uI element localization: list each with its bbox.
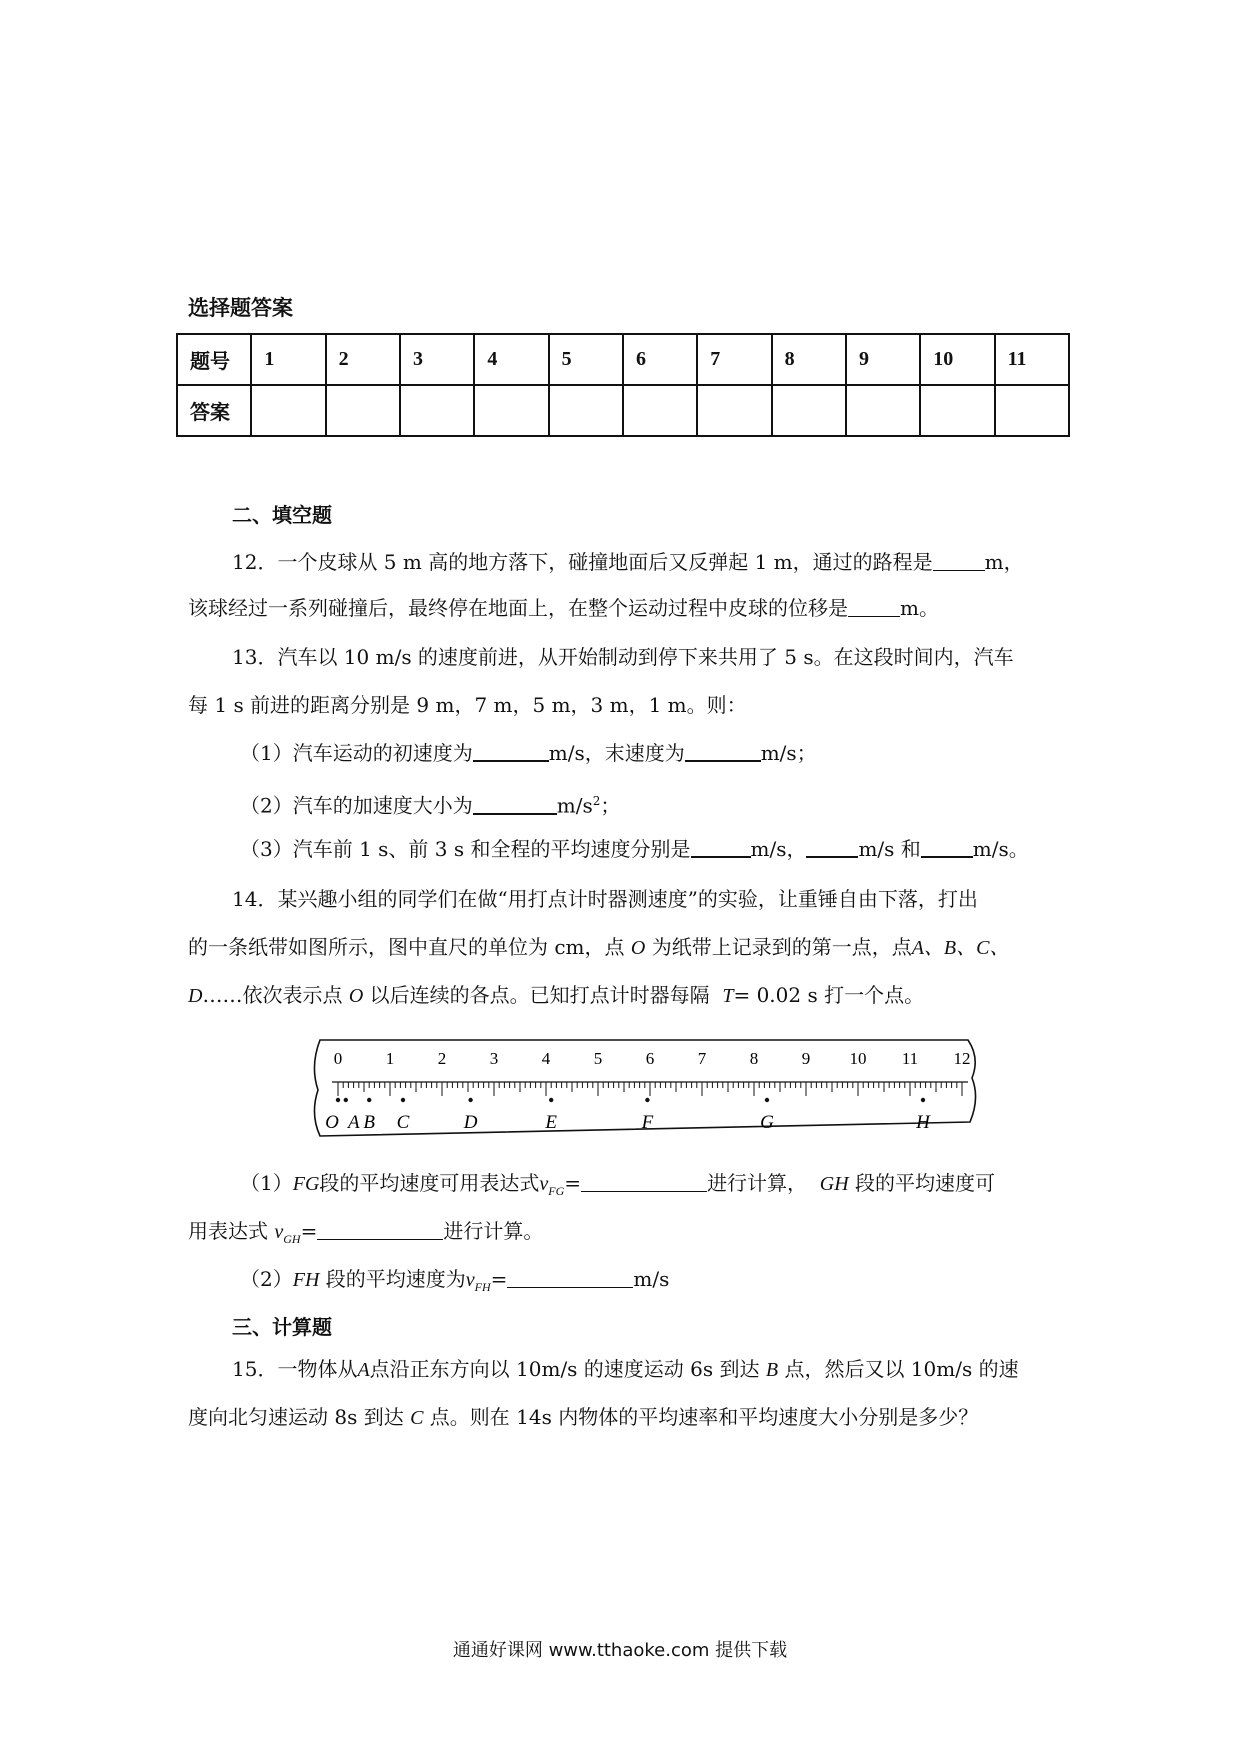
tape-points — [325, 1098, 931, 1133]
answer-cell — [846, 385, 920, 436]
q14-text: 为纸带上记录到的第一点，点 — [651, 935, 912, 959]
q13-text: m/s — [556, 793, 593, 818]
q14-text: 以后连续的各点。已知打点计时器每隔 — [369, 983, 710, 1007]
table-row-numbers — [177, 334, 1069, 385]
tape-dot — [367, 1098, 371, 1102]
answer-blank — [317, 1217, 443, 1240]
table-row-answers — [177, 385, 1069, 436]
q14-text: m/s — [633, 1267, 670, 1291]
answer-blank — [685, 738, 761, 762]
answer-blank — [473, 791, 557, 815]
q12-line2 — [188, 593, 1066, 623]
answer-blank — [507, 1265, 633, 1288]
unit-text: m。 — [900, 596, 939, 620]
answer-table-title: 选择题答案 — [188, 296, 293, 320]
answer-cell — [995, 385, 1069, 436]
point-label: E — [545, 1112, 558, 1133]
question-number-cell: 8 — [772, 334, 846, 385]
answer-cell — [772, 385, 846, 436]
q14-sub1-line2 — [188, 1216, 1066, 1254]
q13-text: m/s， — [750, 837, 807, 861]
tape-dot — [765, 1098, 769, 1102]
q14-text: 段的平均速度可 — [855, 1171, 996, 1195]
answer-table — [176, 333, 1070, 437]
q15-text: 点，然后又以 10m/s 的速 — [784, 1357, 1019, 1381]
q13-line2: 每 1 s 前进的距离分别是 9 m，7 m，5 m，3 m，1 m。则： — [188, 693, 747, 717]
question-number-cell: 10 — [920, 334, 994, 385]
q15-text: 度向北匀速运动 8s 到达 — [188, 1405, 404, 1429]
answer-cell — [697, 385, 771, 436]
q13-text: （2）汽车的加速度大小为 — [240, 793, 473, 818]
velocity-symbol: v — [539, 1173, 549, 1195]
q14-text: = — [490, 1267, 508, 1291]
q14-line2 — [188, 932, 1066, 963]
ruler-numbers — [334, 1049, 971, 1068]
unit-text: m， — [984, 550, 1024, 574]
q12-text: 该球经过一系列碰撞后，最终停在地面上，在整个运动过程中皮球的位移是 — [188, 596, 848, 620]
q14-text: ……依次表示点 — [202, 983, 343, 1007]
question-number-cell: 6 — [623, 334, 697, 385]
period-symbol: T — [722, 985, 734, 1007]
q14-text: （1） — [240, 1171, 293, 1195]
tape-dot — [401, 1098, 405, 1102]
point-label: B — [363, 1112, 376, 1133]
point-O-label: O — [348, 985, 364, 1007]
point-label: F — [641, 1112, 654, 1133]
q13-text: （1）汽车运动的初速度为 — [240, 741, 473, 765]
q14-text: 段的平均速度为 — [325, 1267, 466, 1291]
q15-text: 15．一物体从 — [232, 1357, 358, 1381]
answer-blank — [848, 594, 900, 617]
section-heading-calculation: 三、计算题 — [232, 1315, 332, 1339]
answer-cell — [326, 385, 400, 436]
question-number-cell: 7 — [697, 334, 771, 385]
ruler-number: 0 — [333, 1049, 343, 1068]
question-number-cell: 5 — [549, 334, 623, 385]
row-header-number: 题号 — [177, 334, 251, 385]
tape-dot — [336, 1098, 340, 1102]
row-header-answer: 答案 — [177, 385, 251, 436]
q13-part1 — [240, 738, 1074, 768]
q14-text: 进行计算， — [707, 1171, 808, 1195]
ruler-number: 5 — [593, 1049, 603, 1068]
answer-cell — [920, 385, 994, 436]
q14-sub1-line1 — [240, 1168, 1074, 1206]
question-number-cell: 9 — [846, 334, 920, 385]
q15-line1 — [232, 1354, 1066, 1385]
answer-cell — [400, 385, 474, 436]
point-B-label: B — [765, 1359, 779, 1381]
segment-FH-label: FH — [292, 1269, 320, 1291]
question-number-cell: 2 — [326, 334, 400, 385]
ruler-number: 2 — [437, 1049, 447, 1068]
tape-dot — [921, 1098, 925, 1102]
q15-text: 点沿正东方向以 10m/s 的速度运动 6s 到达 — [369, 1357, 760, 1381]
q13-part2 — [240, 786, 1074, 821]
q13-text: m/s，末速度为 — [548, 741, 685, 765]
point-C-label: C — [410, 1407, 424, 1429]
point-label: C — [396, 1112, 410, 1133]
page-footer: 通通好课网 www.tthaoke.com 提供下载 — [452, 1640, 788, 1661]
q14-line3 — [188, 980, 1066, 1011]
q14-text: = — [300, 1219, 318, 1243]
point-label: O — [325, 1112, 339, 1133]
velocity-subscript: GH — [283, 1232, 301, 1246]
ruler-number: 7 — [697, 1049, 707, 1068]
q13-line1: 13．汽车以 10 m/s 的速度前进，从开始制动到停下来共用了 5 s。在这段时间内，汽车 — [232, 645, 1014, 669]
ruler-number: 1 — [385, 1049, 395, 1068]
answer-cell — [623, 385, 697, 436]
question-number-cell: 4 — [474, 334, 548, 385]
q13-text: m/s。 — [972, 837, 1029, 861]
answer-cell — [474, 385, 548, 436]
segment-FG-label: FG — [292, 1173, 320, 1195]
question-number-cell: 1 — [251, 334, 325, 385]
tape-dot — [344, 1098, 348, 1102]
answer-blank — [921, 834, 973, 858]
points-list: A、B、C、 — [911, 937, 1010, 959]
ruler-tape-figure — [308, 1034, 984, 1142]
point-A-label: A — [357, 1359, 370, 1381]
question-number-cell: 3 — [400, 334, 474, 385]
ruler-number: 6 — [645, 1049, 655, 1068]
q14-text: （2） — [240, 1267, 293, 1291]
point-O-label: O — [630, 937, 646, 959]
ruler-number: 9 — [801, 1049, 811, 1068]
answer-cell — [549, 385, 623, 436]
q13-text: m/s 和 — [858, 837, 921, 861]
q13-text: ； — [600, 793, 621, 818]
q13-text: （3）汽车前 1 s、前 3 s 和全程的平均速度分别是 — [240, 837, 691, 861]
section-heading-fill-blank: 二、填空题 — [232, 503, 332, 527]
q15-text: 点。则在 14s 内物体的平均速率和平均速度大小分别是多少？ — [429, 1405, 979, 1429]
answer-blank — [691, 834, 751, 858]
answer-blank — [473, 738, 549, 762]
q12-text: 12．一个皮球从 5 m 高的地方落下，碰撞地面后又反弹起 1 m，通过的路程是 — [232, 550, 933, 574]
ruler-ticks — [338, 1082, 962, 1096]
ruler-number: 11 — [901, 1049, 919, 1068]
answer-blank — [933, 548, 985, 571]
q14-text: = — [564, 1171, 582, 1195]
superscript: 2 — [592, 794, 601, 808]
point-label: G — [760, 1112, 774, 1133]
answer-blank — [581, 1169, 707, 1192]
q13-part3 — [240, 834, 1074, 864]
tape-dot — [468, 1098, 472, 1102]
q14-text: 进行计算。 — [443, 1219, 544, 1243]
velocity-symbol: v — [274, 1221, 284, 1243]
tape-dot — [645, 1098, 649, 1102]
velocity-subscript: FG — [548, 1184, 565, 1198]
q13-text: m/s； — [760, 741, 817, 765]
ruler-number: 8 — [749, 1049, 759, 1068]
answer-blank — [806, 834, 858, 858]
q14-line1: 14．某兴趣小组的同学们在做“用打点计时器测速度”的实验，让重锤自由下落，打出 — [232, 887, 978, 911]
q14-sub2 — [240, 1264, 1074, 1302]
ruler-number: 10 — [849, 1049, 867, 1068]
question-number-cell: 11 — [995, 334, 1069, 385]
q15-line2 — [188, 1402, 1066, 1433]
velocity-symbol: v — [465, 1269, 475, 1291]
velocity-subscript: FH — [474, 1280, 491, 1294]
ruler-number: 3 — [489, 1049, 499, 1068]
q14-text: 段的平均速度可用表达式 — [319, 1171, 540, 1195]
point-label: A — [347, 1112, 360, 1133]
q14-text: = 0.02 s 打一个点。 — [733, 983, 925, 1007]
ruler-number: 4 — [541, 1049, 551, 1068]
q12-line1 — [232, 547, 1066, 577]
point-label: D — [463, 1112, 478, 1133]
point-D-label: D — [188, 985, 203, 1007]
q14-text: 用表达式 — [188, 1219, 268, 1243]
segment-GH-label: GH — [819, 1173, 849, 1195]
q14-text: 的一条纸带如图所示，图中直尺的单位为 cm，点 — [188, 935, 625, 959]
tape-dot — [549, 1098, 553, 1102]
ruler-number: 12 — [953, 1049, 971, 1068]
point-label: H — [916, 1112, 930, 1133]
answer-cell — [251, 385, 325, 436]
